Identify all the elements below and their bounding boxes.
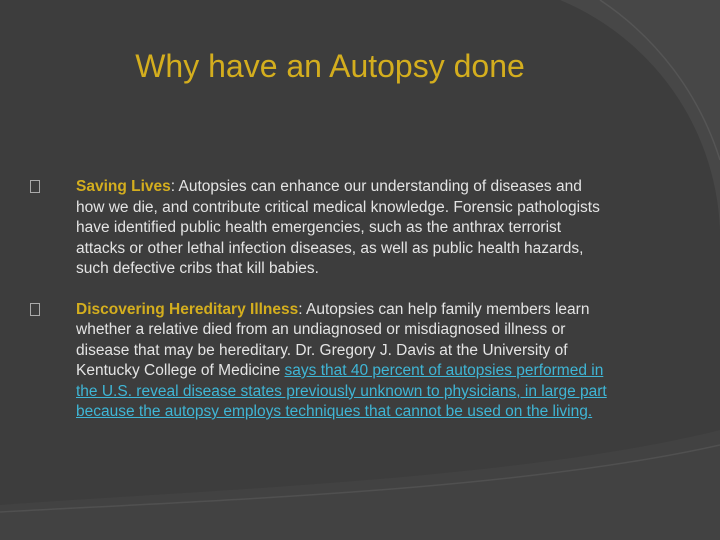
bullet-term: Discovering Hereditary Illness [76,300,299,318]
slide-title: Why have an Autopsy done [135,48,525,84]
box-bullet-icon [30,180,40,193]
bullet-text [76,300,610,423]
bullet-text [76,177,610,280]
bullet-term: Saving Lives [76,178,171,195]
source-link[interactable]: says that 40 percent of autopsies performed in the U.S. reveal disease states previously unknown to physicians, in large part because the autopsy employs techniques that cannot be used on the living. [76,362,607,420]
bullet-item-hereditary-illness [30,300,610,423]
slide-content [30,177,610,443]
bullet-body: : Autopsies can help family members learn whether a relative died from an undiagnosed or misdiagnosed illness or disease that may be hereditary. Dr. Gregory J. Davis at the University of Kentucky College of Medicine [76,300,590,379]
bullet-body: : Autopsies can enhance our understanding of diseases and how we die, and contribute critical medical knowledge. Forensic pathologists have identified public health emergencies, such as the anthrax terrorist attacks or other lethal infection diseases, as well as public health hazards, such defective cribs that kill babies. [76,178,600,277]
box-bullet-icon [30,303,40,316]
bullet-item-saving-lives [30,177,610,280]
